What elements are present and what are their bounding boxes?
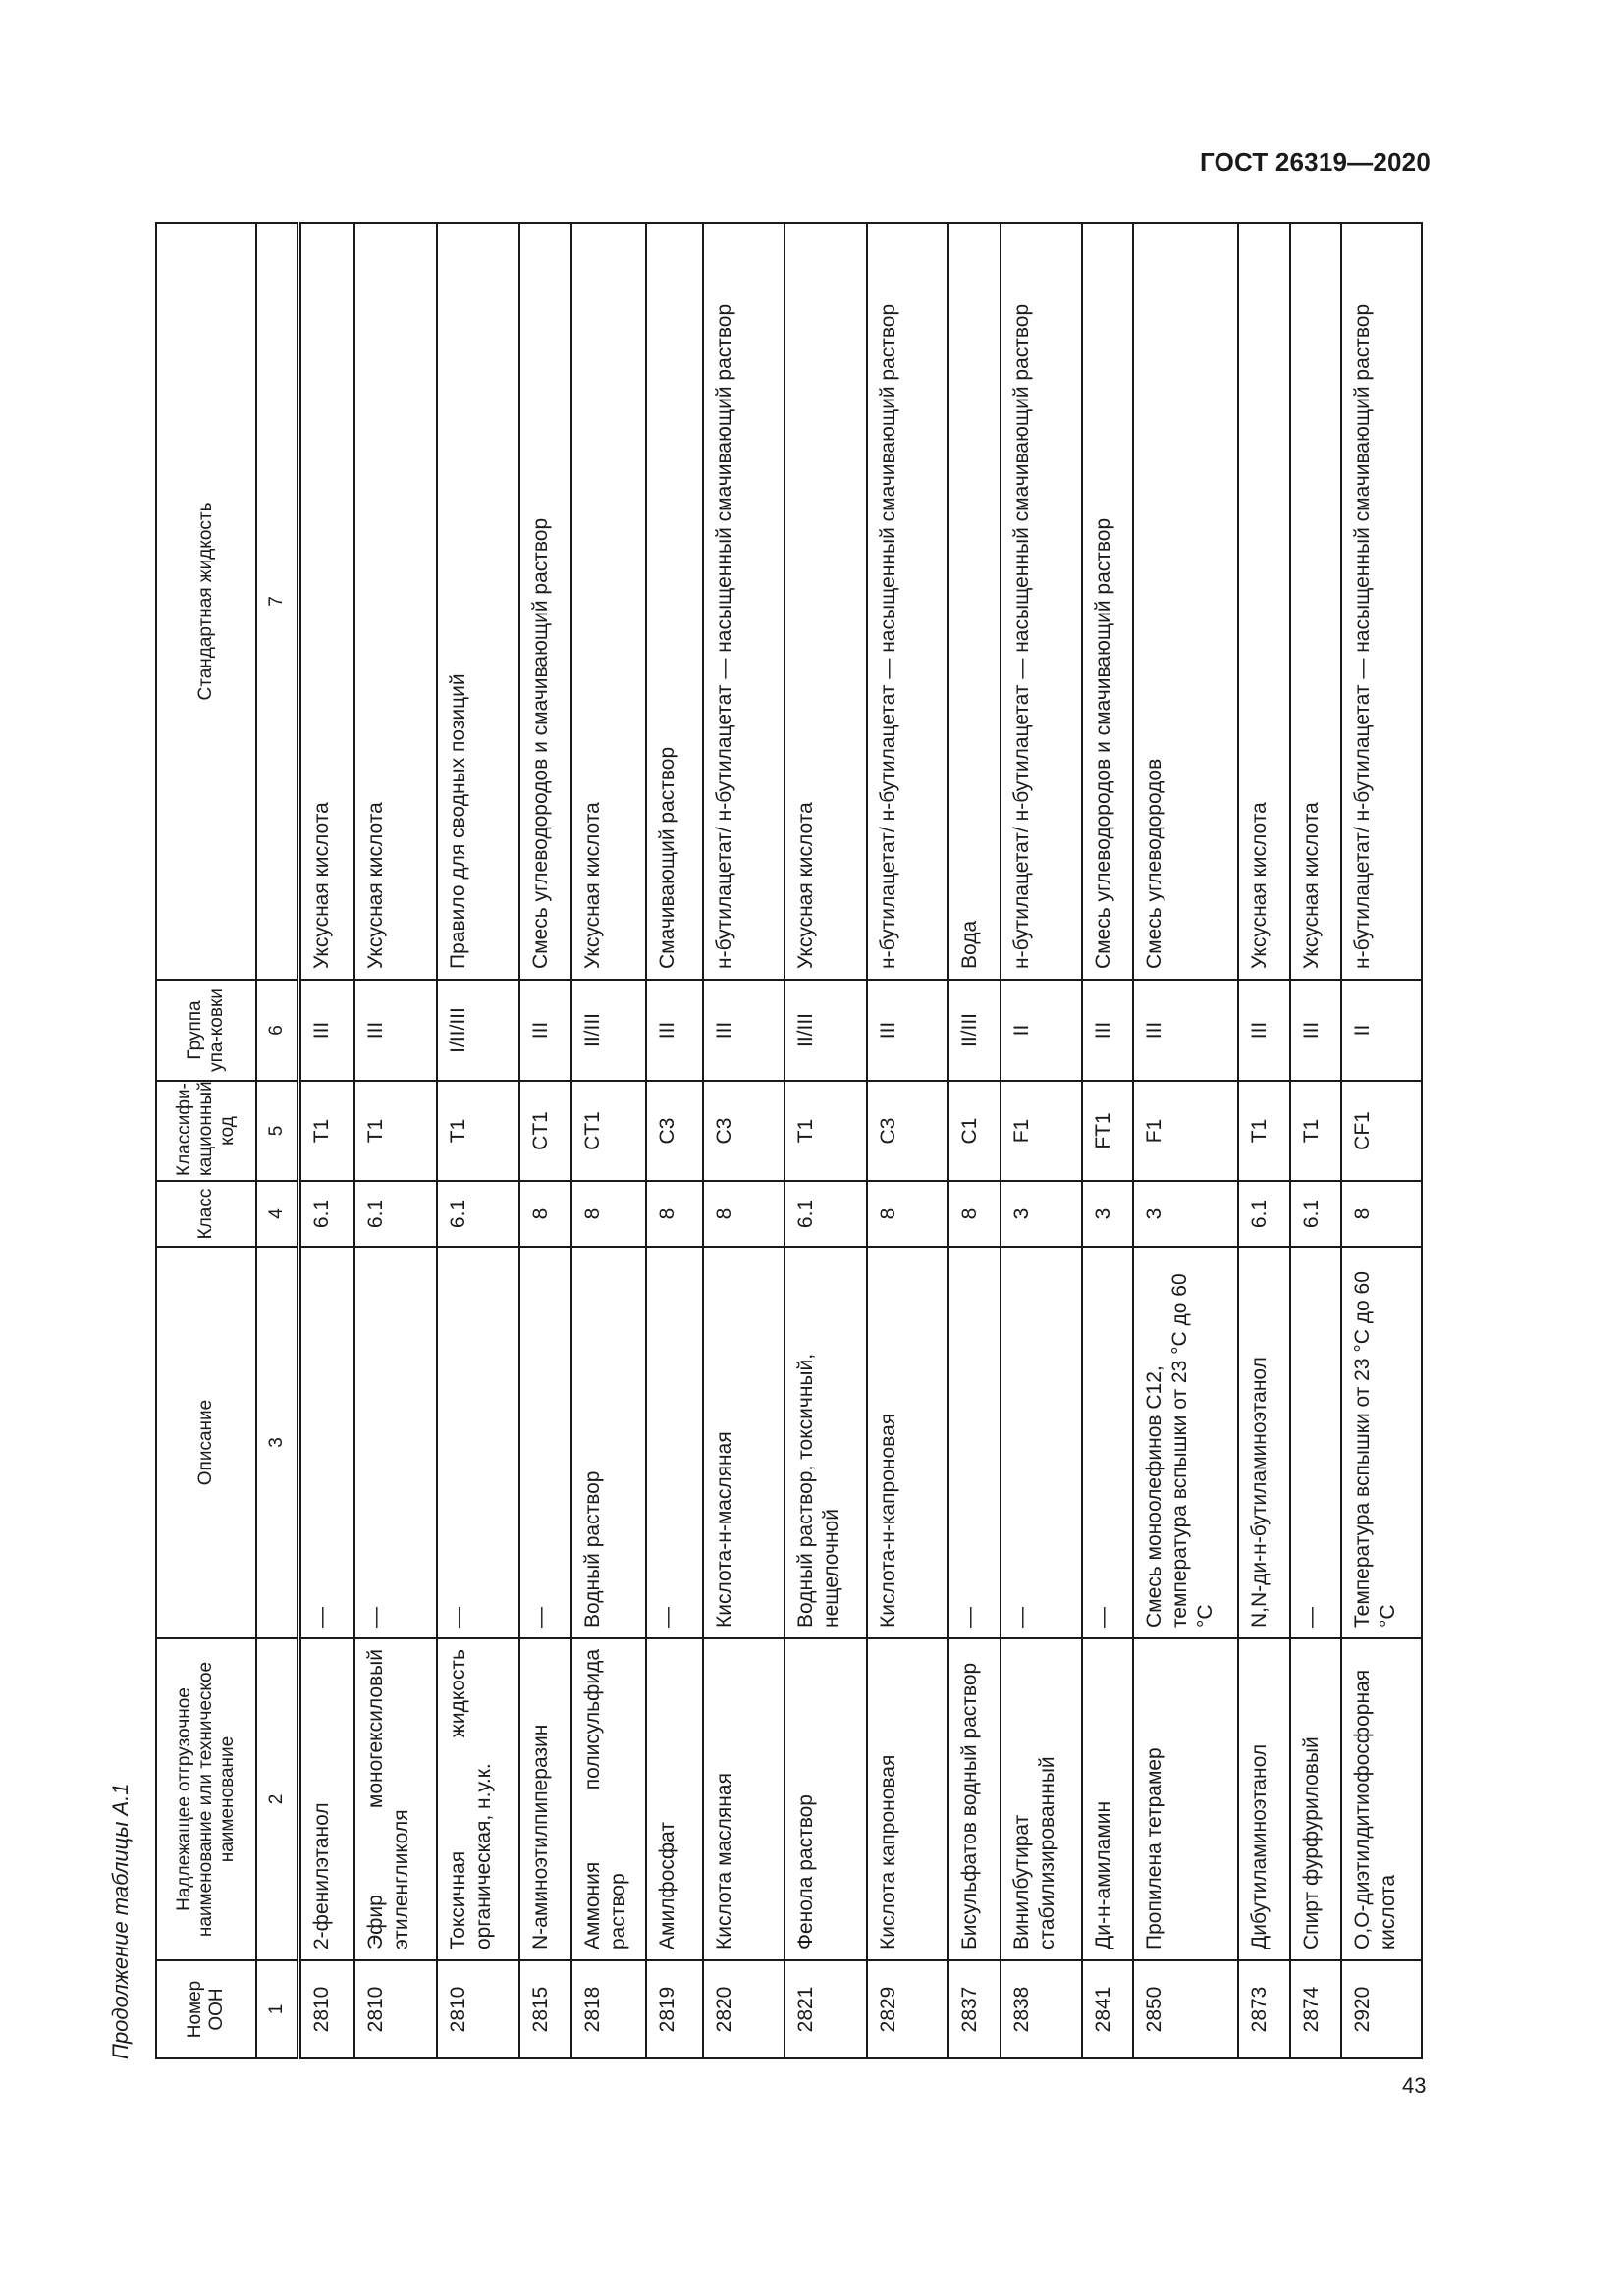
standard-liquid-cell: Смесь углеводородов и смачивающий раствор <box>1082 223 1133 980</box>
header-standard-liquid: Стандартная жидкость <box>156 223 256 980</box>
classification-code-cell: F1 <box>1133 1081 1238 1181</box>
classification-code-cell: CF1 <box>1341 1081 1422 1181</box>
description-cell: — <box>1082 1247 1133 1638</box>
description-cell: — <box>354 1247 437 1638</box>
un-number-cell: 2841 <box>1082 1960 1133 2058</box>
description-cell: Водный раствор, токсичный, нещелочной <box>785 1247 867 1638</box>
table-caption: Продолжение таблицы А.1 <box>108 1783 133 2059</box>
un-number-cell: 2920 <box>1341 1960 1422 2058</box>
class-cell: 8 <box>571 1181 646 1247</box>
classification-code-cell: T1 <box>299 1081 354 1181</box>
column-number: 5 <box>256 1081 299 1181</box>
un-number-cell: 2818 <box>571 1960 646 2058</box>
packing-group-cell: III <box>703 980 785 1081</box>
un-number-cell: 2873 <box>1238 1960 1290 2058</box>
un-number-cell: 2810 <box>299 1960 354 2058</box>
standard-liquid-cell: Правило для сводных позиций <box>437 223 519 980</box>
un-number-cell: 2838 <box>1001 1960 1082 2058</box>
standard-liquid-cell: Уксусная кислота <box>299 223 354 980</box>
shipping-name-cell: O,O-диэтилдитиофосфорная кислота <box>1341 1638 1422 1960</box>
table-header-row <box>156 223 256 2058</box>
shipping-name-cell: Токсичная жидкость органическая, н.у.к. <box>437 1638 519 1960</box>
classification-code-cell: T1 <box>437 1081 519 1181</box>
class-cell: 8 <box>867 1181 948 1247</box>
packing-group-cell: I/II/III <box>437 980 519 1081</box>
classification-code-cell: C1 <box>948 1081 1001 1181</box>
class-cell: 8 <box>703 1181 785 1247</box>
shipping-name-cell: Фенола раствор <box>785 1638 867 1960</box>
header-shipping-name: Надлежащее отгрузочное наименование или техническое наименование <box>156 1638 256 1960</box>
header-un-number: Номер ООН <box>156 1960 256 2058</box>
table-row <box>785 223 867 2058</box>
classification-code-cell: C3 <box>703 1081 785 1181</box>
shipping-name-cell: Винилбутират стабилизированный <box>1001 1638 1082 1960</box>
column-number: 3 <box>256 1247 299 1638</box>
table-row <box>437 223 519 2058</box>
class-cell: 6.1 <box>1238 1181 1290 1247</box>
description-cell: — <box>948 1247 1001 1638</box>
column-number: 6 <box>256 980 299 1081</box>
classification-code-cell: C3 <box>867 1081 948 1181</box>
column-number: 1 <box>256 1960 299 2058</box>
un-number-cell: 2819 <box>646 1960 703 2058</box>
shipping-name-cell: Пропилена тетрамер <box>1133 1638 1238 1960</box>
un-number-cell: 2850 <box>1133 1960 1238 2058</box>
class-cell: 8 <box>1341 1181 1422 1247</box>
description-cell: — <box>1001 1247 1082 1638</box>
description-cell: — <box>437 1247 519 1638</box>
classification-code-cell: T1 <box>1238 1081 1290 1181</box>
class-cell: 6.1 <box>785 1181 867 1247</box>
class-cell: 3 <box>1082 1181 1133 1247</box>
classification-code-cell: C3 <box>646 1081 703 1181</box>
class-cell: 6.1 <box>1290 1181 1341 1247</box>
column-number: 2 <box>256 1638 299 1960</box>
un-number-cell: 2820 <box>703 1960 785 2058</box>
shipping-name-cell: Аммония полисульфида раствор <box>571 1638 646 1960</box>
standard-liquid-cell: н-бутилацетат/ н-бутилацетат — насыщенный смачивающий раствор <box>867 223 948 980</box>
standard-liquid-cell: Вода <box>948 223 1001 980</box>
un-number-cell: 2837 <box>948 1960 1001 2058</box>
packing-group-cell: III <box>867 980 948 1081</box>
table-row <box>646 223 703 2058</box>
packing-group-cell: II/III <box>948 980 1001 1081</box>
standard-liquid-cell: Смесь углеводородов и смачивающий раствор <box>519 223 571 980</box>
class-cell: 6.1 <box>299 1181 354 1247</box>
classification-code-cell: T1 <box>785 1081 867 1181</box>
classification-code-cell: T1 <box>354 1081 437 1181</box>
standard-liquid-cell: Уксусная кислота <box>571 223 646 980</box>
class-cell: 3 <box>1001 1181 1082 1247</box>
rotated-table-area <box>108 224 1435 2059</box>
shipping-name-cell: N-аминоэтилпиперазин <box>519 1638 571 1960</box>
classification-code-cell: T1 <box>1290 1081 1341 1181</box>
description-cell: — <box>519 1247 571 1638</box>
standard-liquid-cell: Смесь углеводородов <box>1133 223 1238 980</box>
standard-liquid-cell: Уксусная кислота <box>785 223 867 980</box>
table-row <box>571 223 646 2058</box>
standard-liquid-cell: н-бутилацетат/ н-бутилацетат — насыщенный смачивающий раствор <box>1341 223 1422 980</box>
substances-table <box>155 222 1423 2059</box>
standard-liquid-cell: Уксусная кислота <box>354 223 437 980</box>
classification-code-cell: FT1 <box>1082 1081 1133 1181</box>
shipping-name-cell: Кислота капроновая <box>867 1638 948 1960</box>
packing-group-cell: II/III <box>785 980 867 1081</box>
table-row <box>354 223 437 2058</box>
description-cell: — <box>646 1247 703 1638</box>
shipping-name-cell: 2-фенилэтанол <box>299 1638 354 1960</box>
shipping-name-cell: Эфир моногексиловый этиленгликоля <box>354 1638 437 1960</box>
packing-group-cell: III <box>1238 980 1290 1081</box>
classification-code-cell: CT1 <box>519 1081 571 1181</box>
column-number-row <box>256 223 299 2058</box>
un-number-cell: 2829 <box>867 1960 948 2058</box>
table-row <box>1341 223 1422 2058</box>
packing-group-cell: III <box>354 980 437 1081</box>
classification-code-cell: F1 <box>1001 1081 1082 1181</box>
un-number-cell: 2810 <box>437 1960 519 2058</box>
un-number-cell: 2815 <box>519 1960 571 2058</box>
description-cell: — <box>299 1247 354 1638</box>
un-number-cell: 2874 <box>1290 1960 1341 2058</box>
class-cell: 8 <box>519 1181 571 1247</box>
packing-group-cell: III <box>519 980 571 1081</box>
packing-group-cell: III <box>1082 980 1133 1081</box>
standard-liquid-cell: н-бутилацетат/ н-бутилацетат — насыщенный смачивающий раствор <box>703 223 785 980</box>
table-row <box>1238 223 1290 2058</box>
column-number: 7 <box>256 223 299 980</box>
page-number: 43 <box>1402 2073 1427 2098</box>
description-cell: Водный раствор <box>571 1247 646 1638</box>
table-row <box>948 223 1001 2058</box>
class-cell: 6.1 <box>354 1181 437 1247</box>
table-row <box>299 223 354 2058</box>
shipping-name-cell: Спирт фурфуриловый <box>1290 1638 1341 1960</box>
packing-group-cell: III <box>1290 980 1341 1081</box>
standard-liquid-cell: Уксусная кислота <box>1290 223 1341 980</box>
class-cell: 8 <box>948 1181 1001 1247</box>
shipping-name-cell: Амилфосфат <box>646 1638 703 1960</box>
shipping-name-cell: Дибутиламиноэтанол <box>1238 1638 1290 1960</box>
packing-group-cell: III <box>299 980 354 1081</box>
table-row <box>519 223 571 2058</box>
table-row <box>1001 223 1082 2058</box>
header-classification-code: Классифи-кационный код <box>156 1081 256 1181</box>
un-number-cell: 2810 <box>354 1960 437 2058</box>
header-packing-group: Группа упа-ковки <box>156 980 256 1081</box>
class-cell: 3 <box>1133 1181 1238 1247</box>
un-number-cell: 2821 <box>785 1960 867 2058</box>
table-row <box>867 223 948 2058</box>
packing-group-cell: II <box>1001 980 1082 1081</box>
packing-group-cell: II/III <box>571 980 646 1081</box>
description-cell: Кислота-н-капроновая <box>867 1247 948 1638</box>
shipping-name-cell: Кислота масляная <box>703 1638 785 1960</box>
shipping-name-cell: Ди-н-амиламин <box>1082 1638 1133 1960</box>
classification-code-cell: CT1 <box>571 1081 646 1181</box>
packing-group-cell: III <box>646 980 703 1081</box>
standard-id: ГОСТ 26319—2020 <box>1200 147 1431 177</box>
description-cell: — <box>1290 1247 1341 1638</box>
table-row <box>1133 223 1238 2058</box>
column-number: 4 <box>256 1181 299 1247</box>
packing-group-cell: II <box>1341 980 1422 1081</box>
table-row <box>1082 223 1133 2058</box>
header-description: Описание <box>156 1247 256 1638</box>
table-row <box>1290 223 1341 2058</box>
header-class: Класс <box>156 1181 256 1247</box>
shipping-name-cell: Бисульфатов водный раствор <box>948 1638 1001 1960</box>
packing-group-cell: III <box>1133 980 1238 1081</box>
table-row <box>703 223 785 2058</box>
standard-liquid-cell: н-бутилацетат/ н-бутилацетат — насыщенный смачивающий раствор <box>1001 223 1082 980</box>
standard-liquid-cell: Уксусная кислота <box>1238 223 1290 980</box>
description-cell: N,N-ди-н-бутиламиноэтанол <box>1238 1247 1290 1638</box>
description-cell: Температура вспышки от 23 °C до 60 °C <box>1341 1247 1422 1638</box>
description-cell: Кислота-н-масляная <box>703 1247 785 1638</box>
class-cell: 8 <box>646 1181 703 1247</box>
class-cell: 6.1 <box>437 1181 519 1247</box>
standard-liquid-cell: Смачивающий раствор <box>646 223 703 980</box>
description-cell: Смесь моноолефинов C12, температура вспышки от 23 °C до 60 °C <box>1133 1247 1238 1638</box>
